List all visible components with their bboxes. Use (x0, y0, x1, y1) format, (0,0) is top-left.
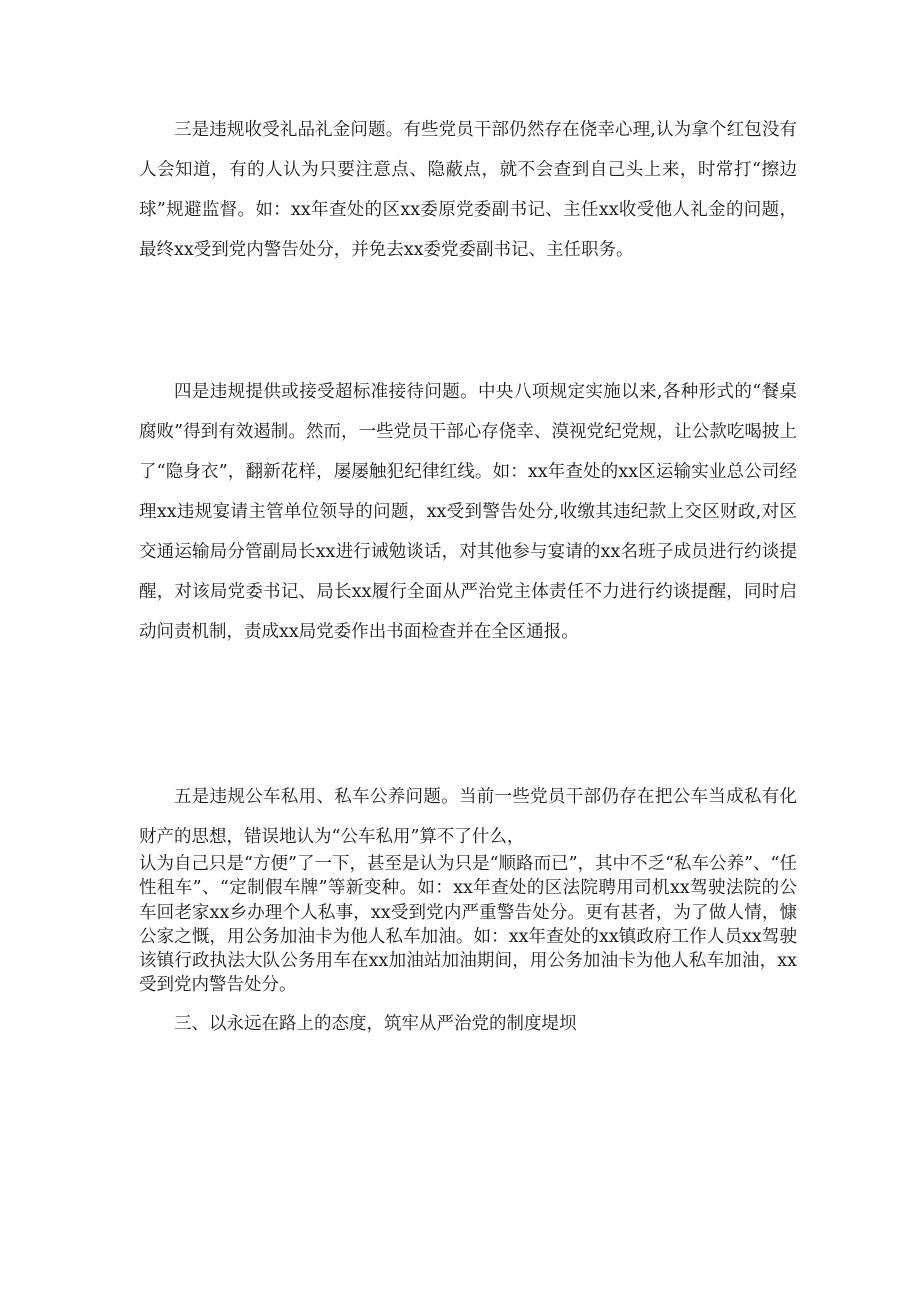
paragraph-official-car-violations: 五是违规公车私用、私车公养问题。当前一些党员干部仍存在把公车当成私有化财产的思想，错误地认为“公车私用”算不了什么， (139, 787, 797, 847)
paragraph-gifts-violations: 三是违规收受礼品礼金问题。有些党员干部仍然存在侥幸心理,认为拿个红包没有人会知道，有的人认为只要注意点、隐蔽点，就不会查到自己头上来，时常打“擦边球”规避监督。如：xx年查处的区xx委原党委副书记、主任xx收受他人礼金的问题，最终xx受到党内警告处分，并免去xx委党委副书记、主任职务。 (139, 120, 797, 260)
paragraph-reception-violations: 四是违规提供或接受超标准接待问题。中央八项规定实施以来,各种形式的“餐桌腐败”得到有效遏制。然而，一些党员干部心存侥幸、漠视党纪党规，让公款吃喝披上了“隐身衣”，翻新花样，屡屡触犯纪律红线。如：xx年查处的xx区运输实业总公司经理xx违规宴请主管单位领导的问题，xx受到警告处分,收缴其违纪款上交区财政,对区交通运输局分管副局长xx进行诫勉谈话，对其他参与宴请的xx名班子成员进行约谈提醒，对该局党委书记、局长xx履行全面从严治党主体责任不力进行约谈提醒，同时启动问责机制，责成xx局党委作出书面检查并在全区通报。 (139, 382, 797, 642)
paragraph-official-car-continued: 认为自己只是“方便”了一下，甚至是认为只是“顺路而已”，其中不乏“私车公养”、“任性租车”、“定制假车牌”等新变种。如：xx年查处的区法院聘用司机xx驾驶法院的公车回老家xx乡办理个人私事，xx受到党内严重警告处分。更有甚者，为了做人情，慷公家之慨，用公务加油卡为他人私车加油。如：xx年查处的xx镇政府工作人员xx驾驶该镇行政执法大队公务用车在xx加油站加油期间，用公务加油卡为他人私车加油，xx受到党内警告处分。 (139, 854, 797, 996)
section-heading-three: 三、以永远在路上的态度，筑牢从严治党的制度堤坝 (174, 1014, 577, 1034)
